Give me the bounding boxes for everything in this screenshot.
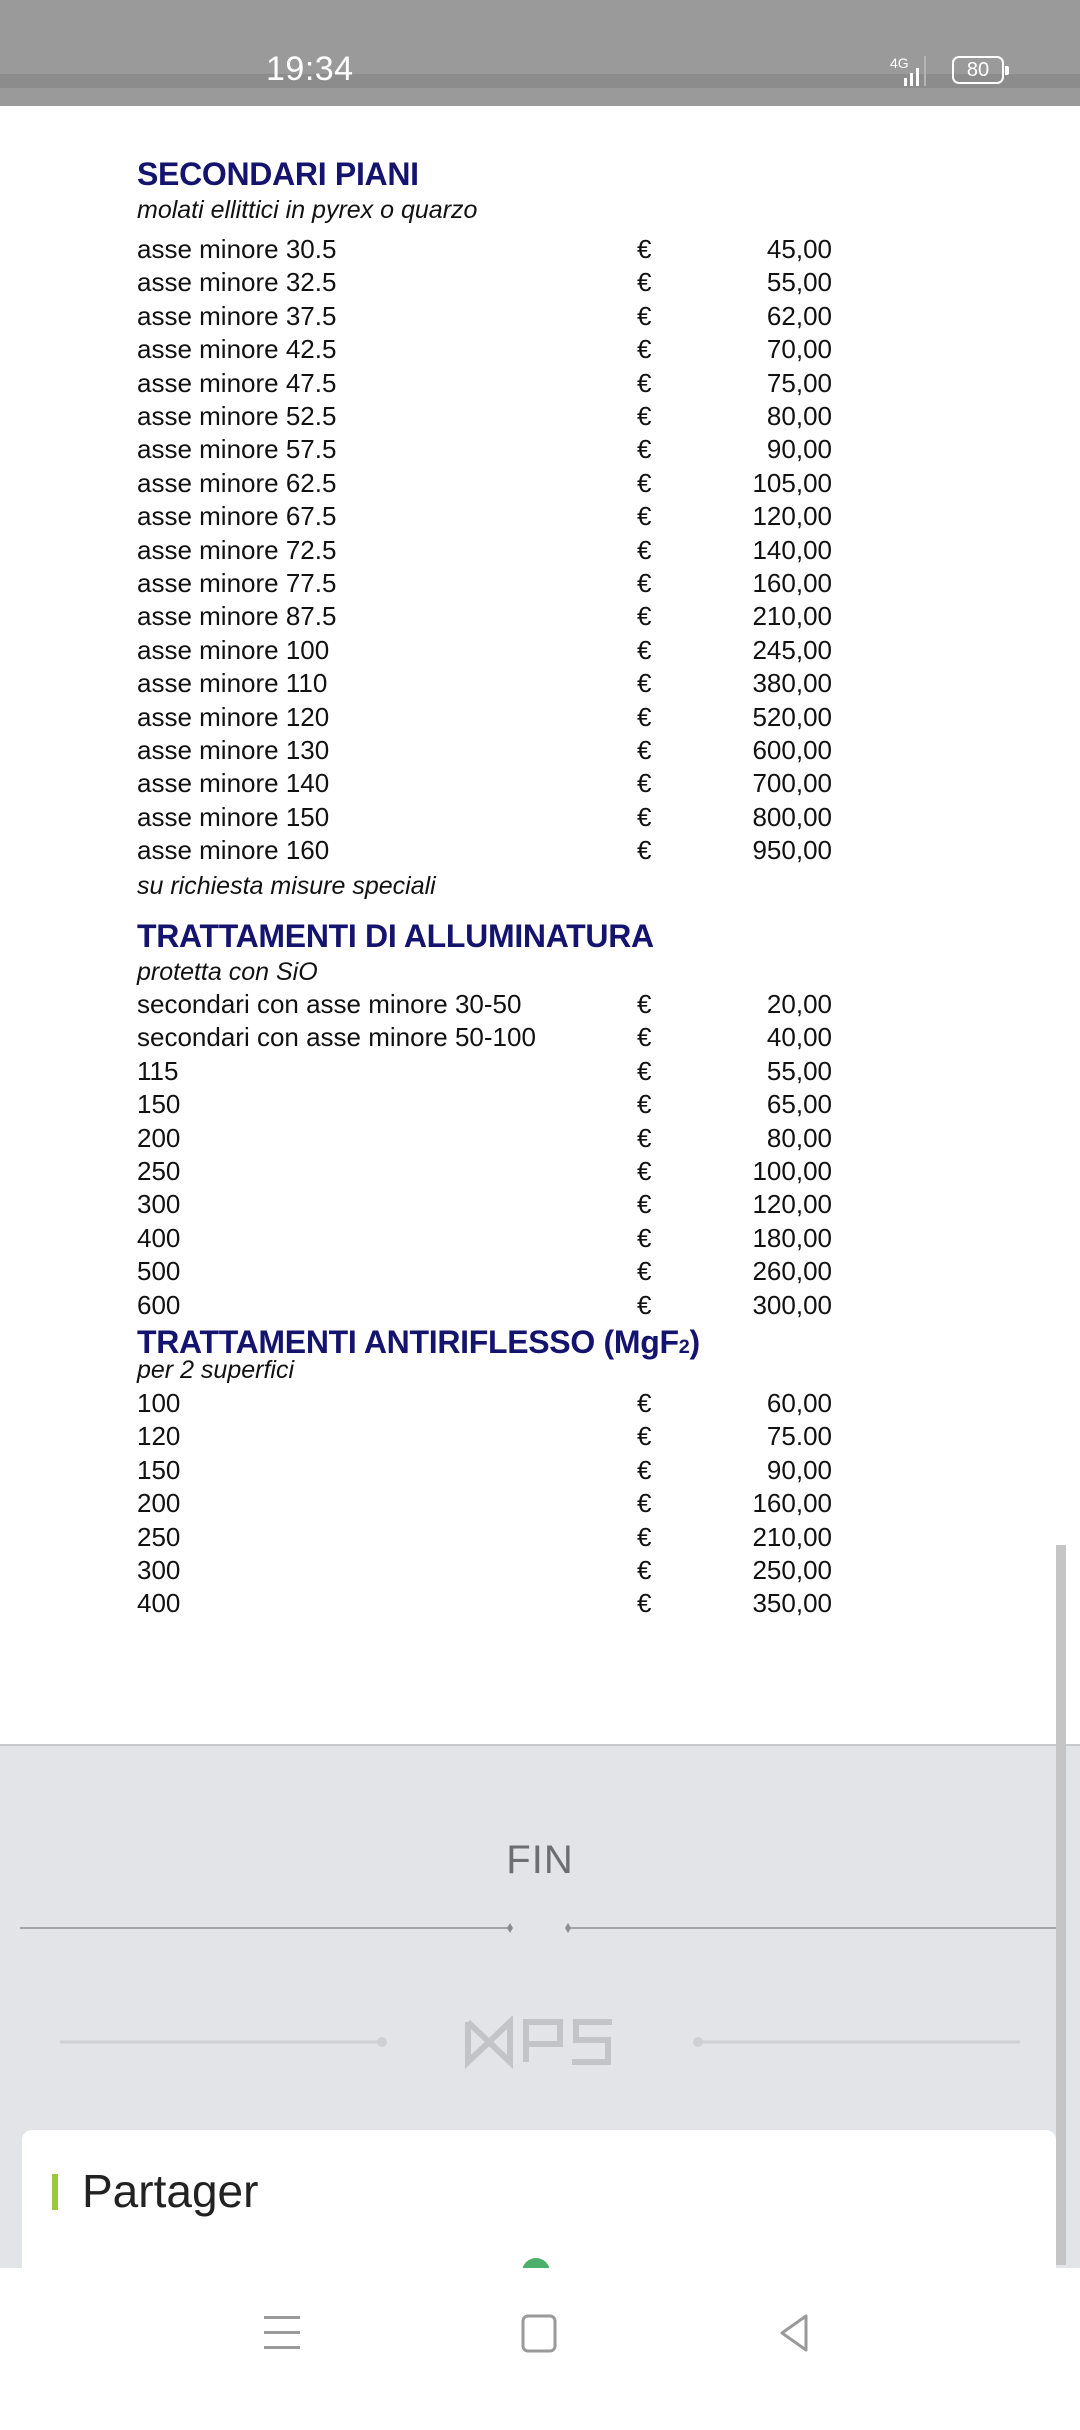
euro-sign: € (637, 434, 652, 465)
price-row (137, 1089, 837, 1122)
euro-sign: € (637, 1256, 652, 1287)
battery-level: 80 (966, 59, 990, 81)
row-label: asse minore 140 (137, 768, 330, 799)
price-row (137, 501, 837, 534)
euro-sign: € (637, 234, 652, 264)
row-price: 80,00 (766, 401, 832, 431)
row-label: asse minore 87.5 (137, 601, 337, 632)
row-label: 250 (137, 1521, 181, 1552)
row-price: 120,00 (752, 1189, 832, 1220)
title-suffix: ) (689, 1324, 700, 1360)
share-accent-bar (52, 2174, 58, 2210)
row-label: asse minore 32.5 (137, 267, 337, 298)
row-label: asse minore 37.5 (137, 300, 337, 331)
euro-sign: € (637, 467, 652, 498)
row-label: asse minore 120 (137, 701, 330, 732)
section-subtitle-antiriflesso: per 2 superfici (137, 1356, 295, 1384)
row-price: 800,00 (752, 801, 832, 832)
row-price: 55,00 (766, 1055, 832, 1086)
euro-sign: € (637, 835, 652, 866)
row-label: asse minore 72.5 (137, 534, 337, 565)
euro-sign: € (637, 367, 652, 398)
row-label: 250 (137, 1156, 181, 1186)
row-label: asse minore 30.5 (137, 234, 337, 264)
euro-sign: € (637, 801, 652, 832)
price-row (137, 1056, 837, 1089)
row-label: 300 (137, 1555, 181, 1585)
euro-sign: € (637, 1555, 652, 1585)
price-row (137, 802, 837, 835)
row-label: 100 (137, 1388, 181, 1418)
row-price: 210,00 (752, 1521, 832, 1552)
price-row (137, 267, 837, 300)
euro-sign: € (637, 1421, 652, 1452)
price-row (137, 1388, 837, 1421)
price-row (137, 989, 837, 1022)
price-row (137, 434, 837, 467)
row-label: asse minore 67.5 (137, 501, 337, 532)
price-row (137, 1488, 837, 1521)
status-time: 19:34 (266, 50, 354, 88)
row-label: asse minore 57.5 (137, 434, 337, 465)
back-icon[interactable] (770, 2308, 820, 2358)
row-price: 100,00 (752, 1156, 832, 1186)
price-row (137, 668, 837, 701)
price-row (137, 768, 837, 801)
euro-sign: € (637, 989, 652, 1019)
euro-sign: € (637, 1089, 652, 1120)
row-label: asse minore 47.5 (137, 367, 337, 398)
row-label: 300 (137, 1189, 181, 1220)
row-price: 105,00 (752, 467, 832, 498)
row-price: 160,00 (752, 1488, 832, 1519)
section-subtitle-secondari: molati ellittici in pyrex o quarzo (137, 196, 478, 224)
title-subscript: 2 (678, 1336, 690, 1358)
scrollbar[interactable] (1056, 1545, 1066, 2265)
row-label: asse minore 130 (137, 735, 330, 765)
row-price: 380,00 (752, 668, 832, 699)
row-label: asse minore 110 (137, 668, 328, 699)
title-text: TRATTAMENTI ANTIRIFLESSO (MgF (137, 1324, 679, 1360)
row-label: 500 (137, 1256, 181, 1287)
price-row (137, 735, 837, 768)
row-label: 200 (137, 1122, 181, 1153)
euro-sign: € (637, 267, 652, 298)
row-price: 55,00 (766, 267, 832, 298)
row-price: 80,00 (766, 1122, 832, 1153)
row-label: 150 (137, 1089, 181, 1120)
row-label: asse minore 150 (137, 801, 330, 832)
price-row (137, 368, 837, 401)
euro-sign: € (637, 1588, 652, 1619)
row-price: 700,00 (752, 768, 832, 799)
euro-sign: € (637, 1122, 652, 1153)
system-nav-bar (0, 2268, 1080, 2400)
price-row (137, 1455, 837, 1488)
status-bar (0, 0, 1080, 106)
price-row (137, 1522, 837, 1555)
row-price: 90,00 (766, 434, 832, 465)
price-row (137, 1588, 837, 1621)
row-price: 70,00 (766, 334, 832, 365)
price-row (137, 702, 837, 735)
euro-sign: € (637, 1222, 652, 1253)
row-price: 210,00 (752, 601, 832, 632)
row-label: 120 (137, 1421, 181, 1452)
row-price: 75.00 (766, 1421, 832, 1452)
euro-sign: € (637, 1454, 652, 1485)
euro-sign: € (637, 668, 652, 699)
euro-sign: € (637, 401, 652, 431)
euro-sign: € (637, 1289, 652, 1320)
euro-sign: € (637, 735, 652, 765)
price-row (137, 1022, 837, 1055)
price-row (137, 401, 837, 434)
home-icon[interactable] (515, 2308, 565, 2358)
price-row (137, 568, 837, 601)
euro-sign: € (637, 1388, 652, 1418)
row-price: 300,00 (752, 1289, 832, 1320)
price-row (137, 635, 837, 668)
row-label: secondari con asse minore 50-100 (137, 1022, 536, 1053)
price-row (137, 1256, 837, 1289)
row-label: asse minore 62.5 (137, 467, 337, 498)
signal-4g-icon (880, 54, 936, 88)
row-label: 400 (137, 1588, 181, 1619)
euro-sign: € (637, 1488, 652, 1519)
row-price: 90,00 (766, 1454, 832, 1485)
row-label: asse minore 52.5 (137, 401, 337, 431)
euro-sign: € (637, 300, 652, 331)
price-row (137, 1421, 837, 1454)
section-title-secondari: SECONDARI PIANI (137, 156, 419, 192)
row-price: 65,00 (766, 1089, 832, 1120)
row-label: 200 (137, 1488, 181, 1519)
euro-sign: € (637, 1055, 652, 1086)
row-price: 40,00 (766, 1022, 832, 1053)
price-row (137, 1223, 837, 1256)
row-price: 180,00 (752, 1222, 832, 1253)
row-price: 45,00 (766, 234, 832, 264)
price-row (137, 601, 837, 634)
euro-sign: € (637, 534, 652, 565)
row-price: 62,00 (766, 300, 832, 331)
euro-sign: € (637, 768, 652, 799)
euro-sign: € (637, 334, 652, 365)
price-row (137, 1290, 837, 1323)
price-row (137, 234, 837, 267)
row-label: asse minore 42.5 (137, 334, 337, 365)
row-label: 150 (137, 1454, 181, 1485)
row-price: 120,00 (752, 501, 832, 532)
euro-sign: € (637, 701, 652, 732)
price-row (137, 1123, 837, 1156)
row-price: 75,00 (766, 367, 832, 398)
row-price: 20,00 (766, 989, 832, 1019)
price-row (137, 334, 837, 367)
euro-sign: € (637, 501, 652, 532)
row-label: asse minore 77.5 (137, 568, 337, 598)
section-subtitle-alluminatura: protetta con SiO (137, 958, 318, 986)
row-price: 350,00 (752, 1588, 832, 1619)
price-row (137, 1555, 837, 1588)
section-title-alluminatura: TRATTAMENTI DI ALLUMINATURA (137, 918, 654, 954)
row-price: 245,00 (752, 634, 832, 665)
row-price: 520,00 (752, 701, 832, 732)
price-row (137, 535, 837, 568)
euro-sign: € (637, 1022, 652, 1053)
end-divider (20, 1922, 1060, 1934)
euro-sign: € (637, 1156, 652, 1186)
row-label: 400 (137, 1222, 181, 1253)
row-price: 260,00 (752, 1256, 832, 1287)
share-title: Partager (82, 2165, 259, 2217)
battery-icon (952, 56, 1004, 84)
menu-icon[interactable] (258, 2308, 308, 2358)
row-label: secondari con asse minore 30-50 (137, 989, 522, 1019)
row-price: 600,00 (752, 735, 832, 765)
row-price: 950,00 (752, 835, 832, 866)
price-row (137, 1189, 837, 1222)
end-label: FIN (506, 1838, 574, 1882)
euro-sign: € (637, 1189, 652, 1220)
row-price: 140,00 (752, 534, 832, 565)
network-type-label: 4G (890, 55, 909, 71)
row-label: 115 (137, 1055, 179, 1086)
row-label: 600 (137, 1289, 181, 1320)
row-price: 160,00 (752, 568, 832, 598)
row-label: asse minore 160 (137, 835, 330, 866)
row-price: 60,00 (766, 1388, 832, 1418)
euro-sign: € (637, 568, 652, 598)
wps-logo-icon (60, 2016, 1020, 2070)
document-page (0, 106, 1080, 1746)
price-row (137, 1156, 837, 1189)
special-sizes-note: su richiesta misure speciali (137, 872, 436, 900)
euro-sign: € (637, 634, 652, 665)
euro-sign: € (637, 1521, 652, 1552)
euro-sign: € (637, 601, 652, 632)
row-label: asse minore 100 (137, 634, 330, 665)
price-row (137, 835, 837, 868)
row-price: 250,00 (752, 1555, 832, 1585)
price-row (137, 301, 837, 334)
price-row (137, 468, 837, 501)
